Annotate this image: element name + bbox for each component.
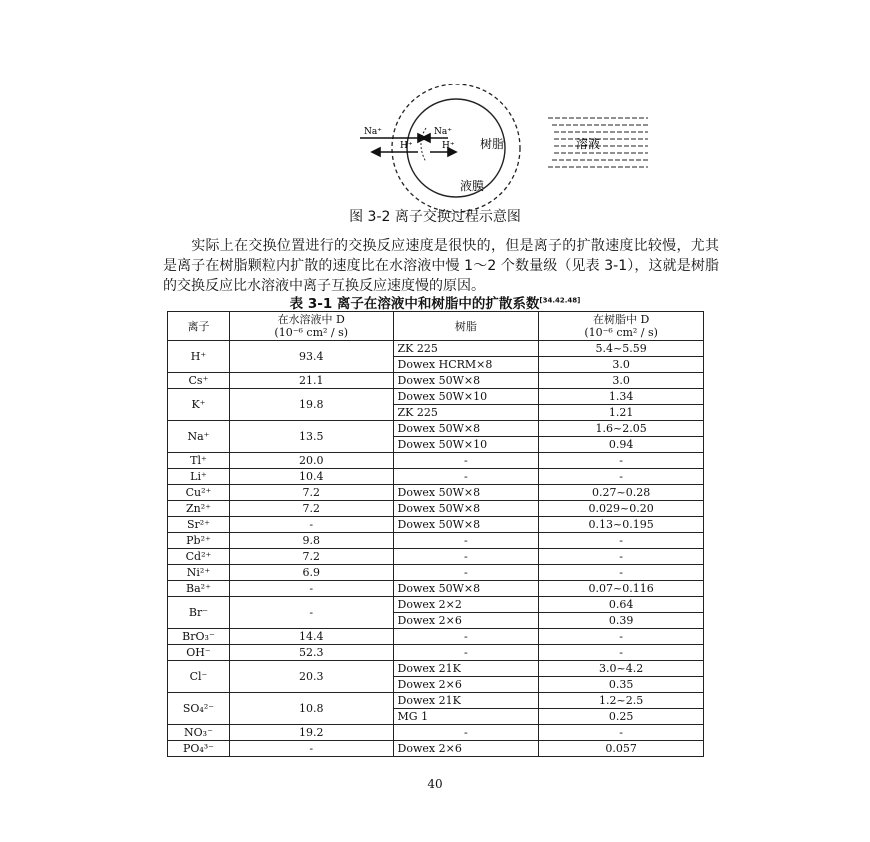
cell-resin-d: - [539, 453, 704, 469]
cell-resin: Dowex 50W×10 [393, 389, 539, 405]
cell-resin-d: 0.35 [539, 677, 704, 693]
cell-resin: Dowex 50W×10 [393, 437, 539, 453]
cell-resin-d: - [539, 725, 704, 741]
table-row [168, 533, 704, 549]
cell-ion: SO₄²⁻ [168, 693, 230, 725]
h-inside-label: H⁺ [442, 141, 455, 151]
table-row [168, 421, 704, 437]
cell-water-d: 52.3 [229, 645, 393, 661]
cell-ion: Cl⁻ [168, 661, 230, 693]
header-resin-d-unit: (10⁻⁶ cm² / s) [584, 326, 658, 339]
paragraph-text: 实际上在交换位置进行的交换反应速度是很快的，但是离子的扩散速度比较慢，尤其是离子在树脂颗粒内扩散的速度比在水溶液中慢 1～2 个数量级（见表 3-1），这就是树脂的交换反应比水溶液中离子互换反应速度慢的原因。 [163, 238, 719, 294]
cell-ion: K⁺ [168, 389, 230, 421]
header-ion: 离子 [168, 312, 230, 341]
cell-water-d: 13.5 [229, 421, 393, 453]
table-row [168, 581, 704, 597]
cell-resin: ZK 225 [393, 341, 539, 357]
cell-resin: - [393, 549, 539, 565]
body-paragraph [163, 236, 719, 296]
cell-resin: Dowex 2×6 [393, 741, 539, 757]
cell-resin: - [393, 453, 539, 469]
cell-ion: Tl⁺ [168, 453, 230, 469]
cell-ion: Zn²⁺ [168, 501, 230, 517]
table-row [168, 549, 704, 565]
table-row [168, 453, 704, 469]
cell-ion: H⁺ [168, 341, 230, 373]
cell-ion: Cs⁺ [168, 373, 230, 389]
table-row [168, 341, 704, 357]
cell-resin: Dowex 2×2 [393, 597, 539, 613]
cell-resin: - [393, 565, 539, 581]
cell-resin-d: 0.39 [539, 613, 704, 629]
cell-ion: Pb²⁺ [168, 533, 230, 549]
table-row [168, 629, 704, 645]
header-resin-d [539, 312, 704, 341]
cell-resin: ZK 225 [393, 405, 539, 421]
cell-water-d: 6.9 [229, 565, 393, 581]
table-row [168, 469, 704, 485]
cell-water-d: 7.2 [229, 485, 393, 501]
cell-ion: PO₄³⁻ [168, 741, 230, 757]
cell-resin-d: 1.34 [539, 389, 704, 405]
table-row [168, 645, 704, 661]
cell-water-d: 9.8 [229, 533, 393, 549]
cell-ion: BrO₃⁻ [168, 629, 230, 645]
cell-resin-d: 0.94 [539, 437, 704, 453]
cell-resin-d: 3.0 [539, 357, 704, 373]
table-row [168, 485, 704, 501]
table-row [168, 517, 704, 533]
cell-resin: Dowex 2×6 [393, 613, 539, 629]
cell-resin-d: 5.4~5.59 [539, 341, 704, 357]
cell-resin-d: 1.21 [539, 405, 704, 421]
cell-ion: Cu²⁺ [168, 485, 230, 501]
cell-resin-d: - [539, 565, 704, 581]
cell-resin-d: - [539, 645, 704, 661]
cell-water-d: 7.2 [229, 549, 393, 565]
table-header-row [168, 312, 704, 341]
h-outside-label: H⁺ [400, 141, 413, 151]
resin-label: 树脂 [480, 137, 505, 151]
table-title [0, 292, 870, 312]
table-row [168, 565, 704, 581]
cell-ion: NO₃⁻ [168, 725, 230, 741]
cell-resin-d: 0.029~0.20 [539, 501, 704, 517]
table-row [168, 741, 704, 757]
cell-resin: - [393, 629, 539, 645]
cell-water-d: 21.1 [229, 373, 393, 389]
header-water-d-unit: (10⁻⁶ cm² / s) [274, 326, 349, 339]
cell-resin: Dowex 50W×8 [393, 485, 539, 501]
cell-resin-d: - [539, 469, 704, 485]
cell-resin-d: 0.057 [539, 741, 704, 757]
cell-resin-d: - [539, 629, 704, 645]
cell-water-d: - [229, 517, 393, 533]
table-row [168, 373, 704, 389]
cell-water-d: - [229, 741, 393, 757]
film-label: 液膜 [460, 179, 485, 193]
table-row [168, 661, 704, 677]
cell-resin: - [393, 645, 539, 661]
cell-resin: MG 1 [393, 709, 539, 725]
cell-water-d: 10.8 [229, 693, 393, 725]
cell-resin: Dowex 50W×8 [393, 373, 539, 389]
diffusion-coefficient-table [167, 311, 704, 757]
header-resin: 树脂 [393, 312, 539, 341]
cell-water-d: 93.4 [229, 341, 393, 373]
cell-resin-d: 0.27~0.28 [539, 485, 704, 501]
cell-resin: Dowex 50W×8 [393, 581, 539, 597]
cell-resin: Dowex 21K [393, 693, 539, 709]
header-water-d-title: 在水溶液中 D [277, 313, 345, 326]
cell-resin: - [393, 533, 539, 549]
page-number: 40 [427, 777, 443, 791]
cell-ion: Li⁺ [168, 469, 230, 485]
cell-resin-d: - [539, 549, 704, 565]
table-title-reference: [34.42.48] [539, 296, 581, 305]
cell-resin: - [393, 469, 539, 485]
cell-ion: Br⁻ [168, 597, 230, 629]
cell-resin-d: 0.07~0.116 [539, 581, 704, 597]
exchange-site-arc [421, 128, 426, 162]
cell-ion: Ba²⁺ [168, 581, 230, 597]
cell-water-d: 10.4 [229, 469, 393, 485]
cell-water-d: 19.8 [229, 389, 393, 421]
cell-resin-d: 1.6~2.05 [539, 421, 704, 437]
cell-resin: Dowex HCRM×8 [393, 357, 539, 373]
table-row [168, 725, 704, 741]
solution-label: 溶液 [576, 137, 601, 151]
cell-water-d: - [229, 597, 393, 629]
cell-ion: OH⁻ [168, 645, 230, 661]
table-title-text: 表 3-1 离子在溶液中和树脂中的扩散系数 [289, 296, 540, 312]
table-row [168, 389, 704, 405]
ion-exchange-diagram [330, 84, 660, 214]
table-body [168, 341, 704, 757]
cell-resin-d: 0.25 [539, 709, 704, 725]
cell-resin-d: 0.13~0.195 [539, 517, 704, 533]
cell-ion: Ni²⁺ [168, 565, 230, 581]
na-inside-label: Na⁺ [434, 127, 452, 137]
table-row [168, 693, 704, 709]
cell-resin: - [393, 725, 539, 741]
cell-resin-d: 3.0~4.2 [539, 661, 704, 677]
cell-water-d: 19.2 [229, 725, 393, 741]
cell-resin-d: - [539, 533, 704, 549]
cell-resin: Dowex 2×6 [393, 677, 539, 693]
cell-resin: Dowex 50W×8 [393, 517, 539, 533]
cell-ion: Cd²⁺ [168, 549, 230, 565]
cell-water-d: - [229, 581, 393, 597]
cell-water-d: 7.2 [229, 501, 393, 517]
cell-water-d: 20.0 [229, 453, 393, 469]
cell-resin: Dowex 21K [393, 661, 539, 677]
cell-ion: Na⁺ [168, 421, 230, 453]
header-water-d [229, 312, 393, 341]
cell-resin: Dowex 50W×8 [393, 501, 539, 517]
cell-water-d: 20.3 [229, 661, 393, 693]
cell-water-d: 14.4 [229, 629, 393, 645]
cell-ion: Sr²⁺ [168, 517, 230, 533]
cell-resin-d: 0.64 [539, 597, 704, 613]
figure-caption: 图 3-2 离子交换过程示意图 [349, 209, 521, 225]
na-outside-label: Na⁺ [364, 127, 382, 137]
table-row [168, 597, 704, 613]
table-row [168, 501, 704, 517]
cell-resin-d: 1.2~2.5 [539, 693, 704, 709]
cell-resin: Dowex 50W×8 [393, 421, 539, 437]
header-resin-d-title: 在树脂中 D [592, 313, 650, 326]
cell-resin-d: 3.0 [539, 373, 704, 389]
